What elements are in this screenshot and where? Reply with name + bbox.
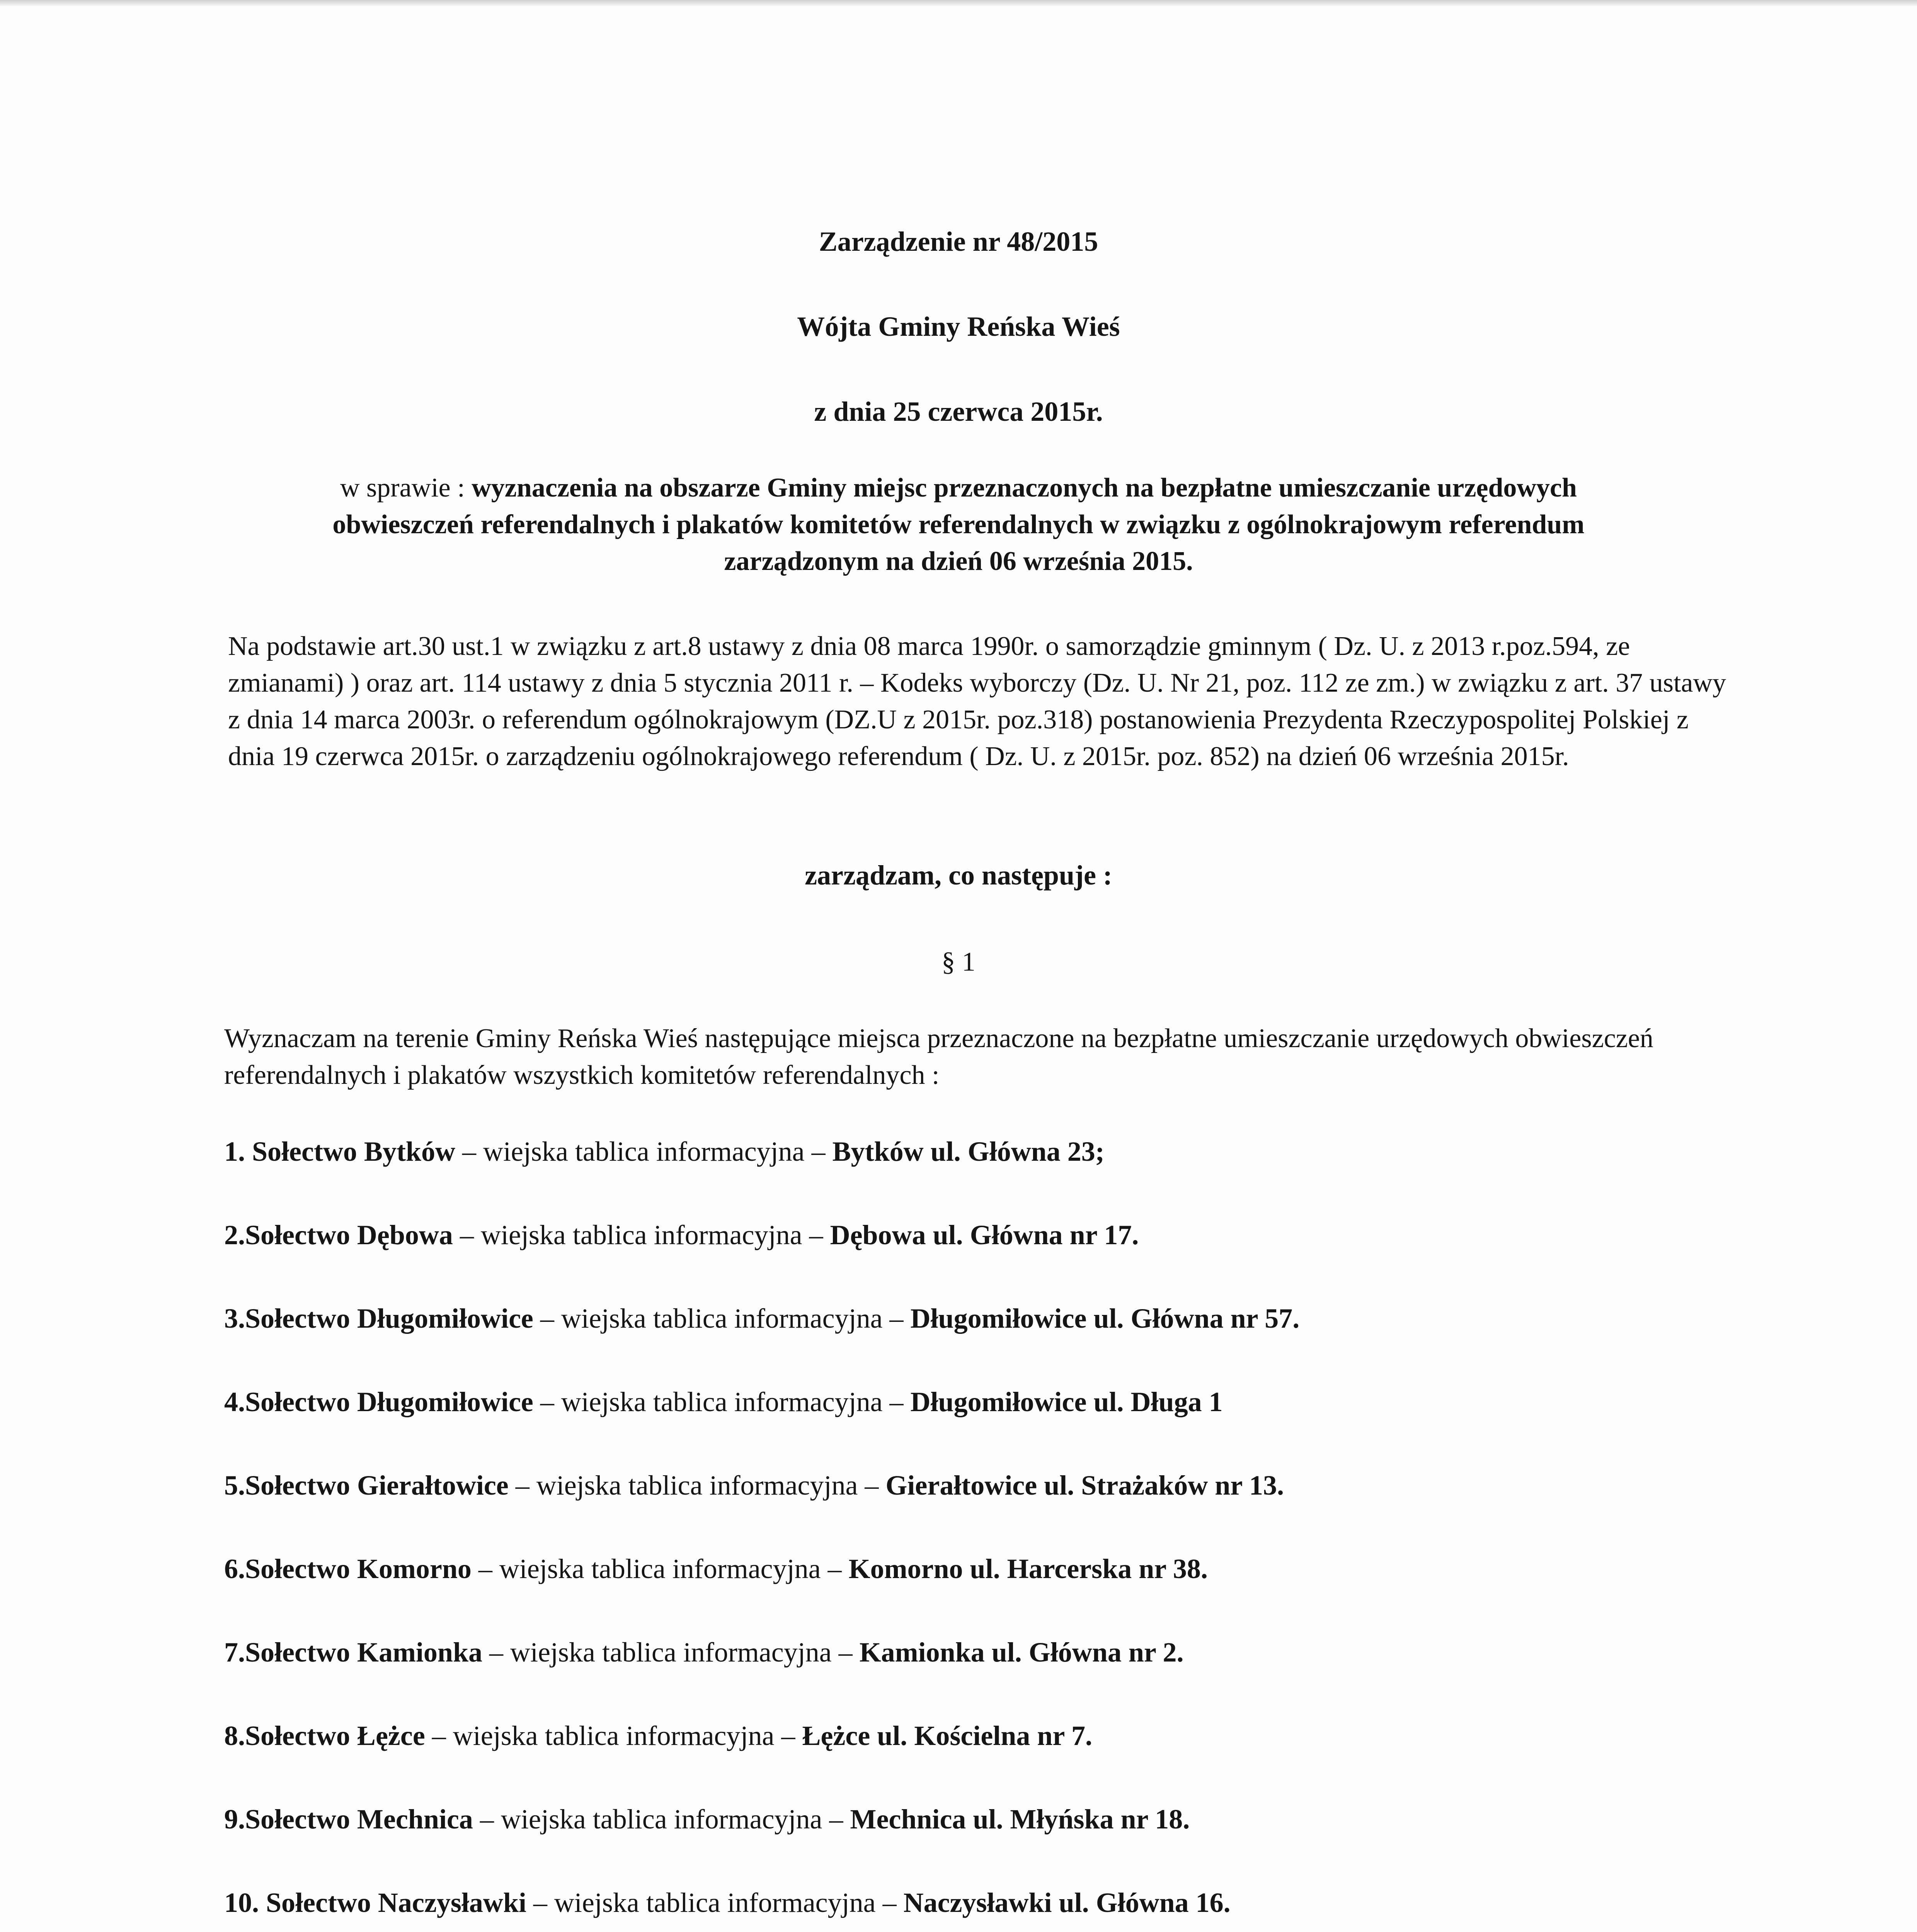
- location-label: 4.Sołectwo Długomiłowice: [224, 1386, 533, 1417]
- list-item: [224, 1802, 1731, 1885]
- list-item: [224, 1468, 1731, 1551]
- list-item: [224, 1718, 1731, 1802]
- location-address: Długomiłowice ul. Długa 1: [910, 1386, 1223, 1417]
- location-address: Długomiłowice ul. Główna nr 57.: [910, 1303, 1300, 1334]
- list-item: [224, 1301, 1731, 1384]
- scan-top-edge: [0, 0, 1917, 7]
- list-item: [224, 1218, 1731, 1301]
- legal-basis-paragraph: Na podstawie art.30 ust.1 w związku z art.8 ustawy z dnia 08 marca 1990r. o samorządzie gminnym ( Dz. U. z 2013 r.poz.594, ze zmianami) ) oraz art. 114 ustawy z dnia 5 stycznia 2011 r. – Kodeks wyborczy (Dz. U. Nr 21, poz. 112 ze zm.) w związku z art. 37 ustawy z dnia 14 marca 2003r. o referendum ogólnokrajowym (DZ.U z 2015r. poz.318) postanowienia Prezydenta Rzeczypospolitej Polskiej z dnia 19 czerwca 2015r. o zarządzeniu ogólnokrajowego referendum ( Dz. U. z 2015r. poz. 852) na dzień 06 września 2015r.: [228, 631, 1726, 771]
- location-address: Naczysławki ul. Główna 16.: [903, 1887, 1231, 1918]
- location-address: Łężce ul. Kościelna nr 7.: [802, 1720, 1093, 1751]
- location-label: 9.Sołectwo Mechnica: [224, 1804, 473, 1835]
- location-label: 8.Sołectwo Łężce: [224, 1720, 425, 1751]
- document-title: Zarządzenie nr 48/2015: [819, 226, 1098, 257]
- list-item: [224, 1384, 1731, 1468]
- subject-paragraph: [286, 469, 1631, 580]
- location-type: – wiejska tablica informacyjna –: [533, 1386, 911, 1417]
- location-address: Komorno ul. Harcerska nr 38.: [848, 1553, 1208, 1584]
- location-type: – wiejska tablica informacyjna –: [425, 1720, 802, 1751]
- location-address: Gierałtowice ul. Strażaków nr 13.: [885, 1470, 1284, 1501]
- location-type: – wiejska tablica informacyjna –: [473, 1804, 850, 1835]
- location-type: – wiejska tablica informacyjna –: [455, 1136, 833, 1167]
- issuing-authority: Wójta Gminy Reńska Wieś: [797, 311, 1120, 342]
- location-type: – wiejska tablica informacyjna –: [526, 1887, 904, 1918]
- location-label: 1. Sołectwo Bytków: [224, 1136, 455, 1167]
- location-type: – wiejska tablica informacyjna –: [508, 1470, 886, 1501]
- section-mark: § 1: [941, 947, 976, 977]
- locations-list: [224, 1134, 1731, 1932]
- subject-prefix: w sprawie :: [340, 473, 472, 503]
- list-item: [224, 1635, 1731, 1718]
- location-type: – wiejska tablica informacyjna –: [482, 1637, 860, 1668]
- list-item: [224, 1134, 1731, 1218]
- subject-text: wyznaczenia na obszarze Gminy miejsc przeznaczonych na bezpłatne umieszczanie urzędowych obwieszczeń referendalnych i plakatów komitetów referendalnych w związku z ogólnokrajowym referendum zarządzonym na dzień 06 września 2015.: [332, 473, 1585, 576]
- location-address: Kamionka ul. Główna nr 2.: [859, 1637, 1184, 1668]
- location-label: 2.Sołectwo Dębowa: [224, 1219, 453, 1250]
- location-label: 6.Sołectwo Komorno: [224, 1553, 472, 1584]
- intro-paragraph: Wyznaczam na terenie Gminy Reńska Wieś następujące miejsca przeznaczone na bezpłatne umieszczanie urzędowych obwieszczeń referendalnych i plakatów wszystkich komitetów referendalnych :: [224, 1024, 1653, 1090]
- location-type: – wiejska tablica informacyjna –: [471, 1553, 849, 1584]
- location-address: Bytków ul. Główna 23;: [832, 1136, 1105, 1167]
- declaration-heading: zarządzam, co następuje :: [805, 860, 1112, 891]
- location-address: Dębowa ul. Główna nr 17.: [830, 1219, 1139, 1250]
- location-label: 7.Sołectwo Kamionka: [224, 1637, 483, 1668]
- list-item: [224, 1551, 1731, 1635]
- location-label: 3.Sołectwo Długomiłowice: [224, 1303, 533, 1334]
- location-address: Mechnica ul. Młyńska nr 18.: [850, 1804, 1190, 1835]
- location-label: 10. Sołectwo Naczysławki: [224, 1887, 526, 1918]
- location-type: – wiejska tablica informacyjna –: [533, 1303, 911, 1334]
- list-item: [224, 1885, 1731, 1932]
- location-type: – wiejska tablica informacyjna –: [453, 1219, 830, 1250]
- location-label: 5.Sołectwo Gierałtowice: [224, 1470, 509, 1501]
- document-date: z dnia 25 czerwca 2015r.: [814, 396, 1103, 427]
